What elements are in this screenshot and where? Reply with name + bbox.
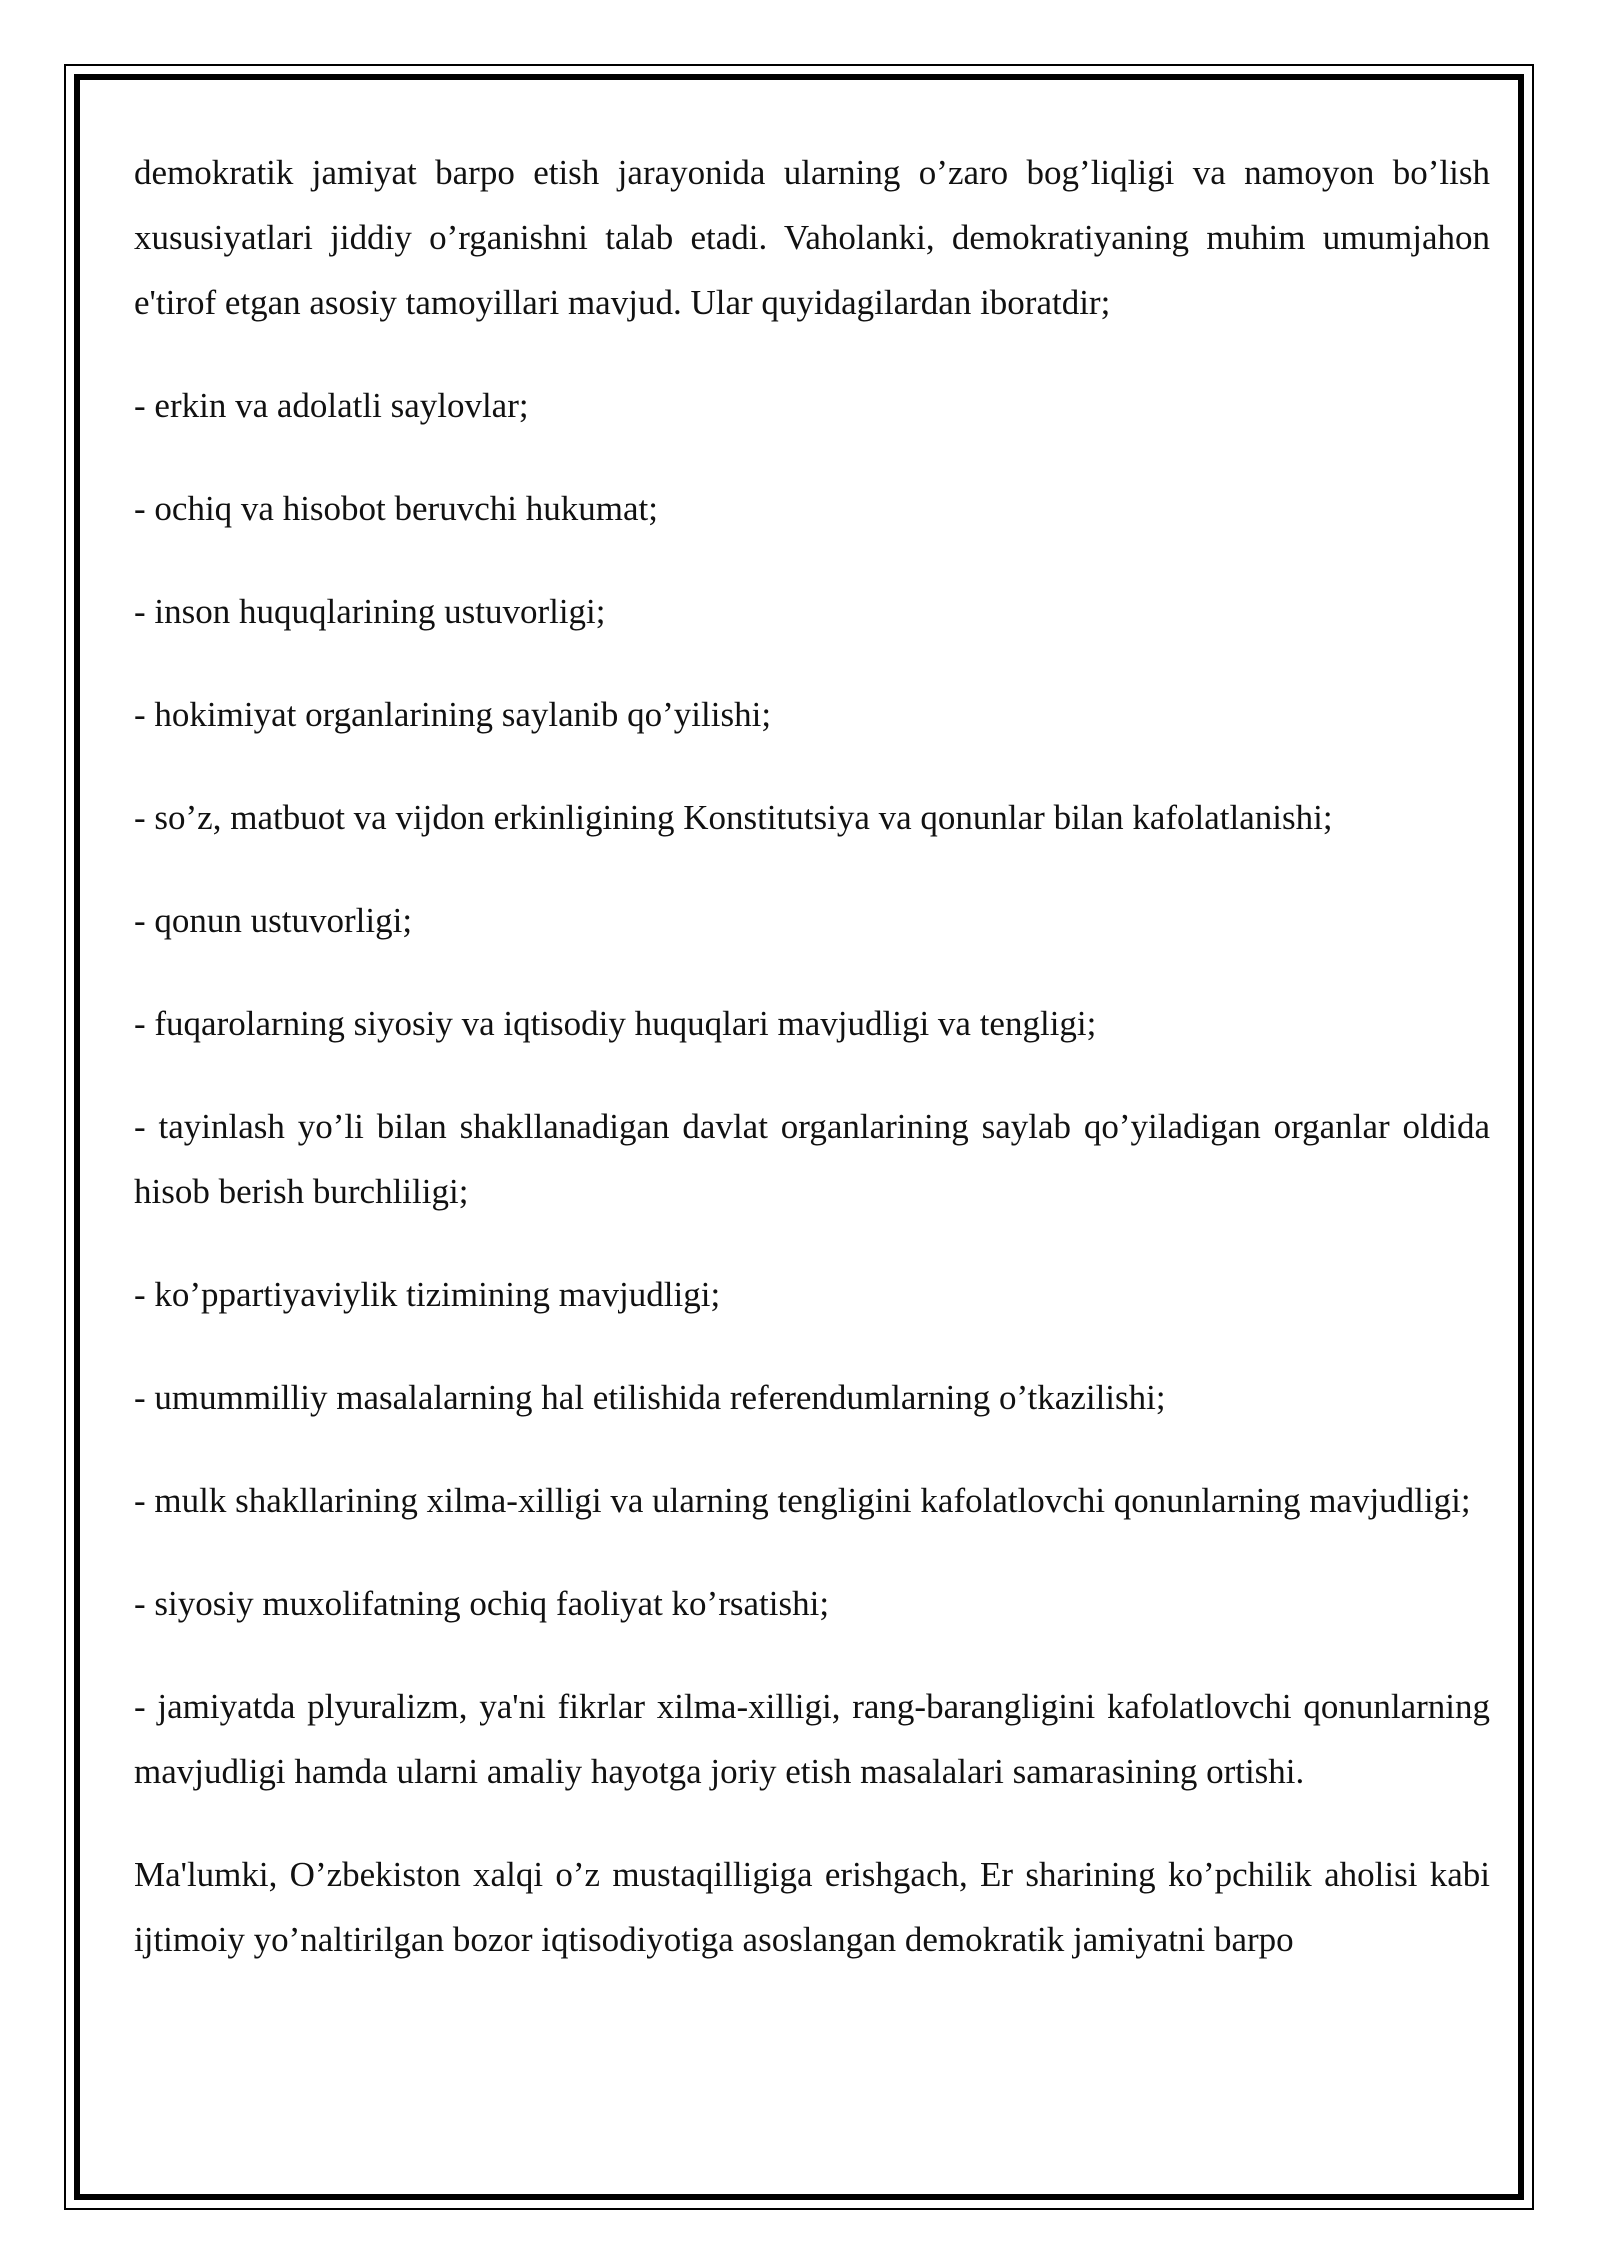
list-item-rule-of-law: - qonun ustuvorligi; [134,901,413,940]
list-item-referendums: - umummilliy masalalarning hal etilishida referendumlarning o’tkazilishi; [134,1378,1166,1417]
list-item-opposition: - siyosiy muxolifatning ochiq faoliyat ko’rsatishi; [134,1584,830,1623]
list-item-property-forms: - mulk shakllarining xilma-xilligi va ularning tengligini kafolatlovchi qonunlarning mavjudligi; [134,1481,1471,1520]
list-item-free-elections: - erkin va adolatli saylovlar; [134,386,529,425]
intro-paragraph: demokratik jamiyat barpo etish jarayonida ularning o’zaro bog’liqligi va namoyon bo’lish xususiyatlari jiddiy o’rganishni talab etadi. Vaholanki, demokratiyaning muhim umumjahon e'tirof etgan asosiy tamoyillari mavjud. Ular quyidagilardan iboratdir; [134,153,1490,322]
list-item-open-government: - ochiq va hisobot beruvchi hukumat; [134,489,658,528]
list-item-pluralism: - jamiyatda plyuralizm, ya'ni fikrlar xilma-xilligi, rang-barangligini kafolatlovchi qonunlarning mavjudligi hamda ularni amaliy hayotga joriy etish masalalari samarasining ortishi. [134,1687,1490,1791]
list-item-human-rights: - inson huquqlarining ustuvorligi; [134,592,606,631]
list-item-citizen-rights: - fuqarolarning siyosiy va iqtisodiy huquqlari mavjudligi va tengligi; [134,1004,1097,1043]
list-item-accountability: - tayinlash yo’li bilan shakllanadigan davlat organlarining saylab qo’yiladigan organlar oldida hisob berish burchliligi; [134,1107,1490,1211]
list-item-elected-authorities: - hokimiyat organlarining saylanib qo’yilishi; [134,695,772,734]
document-body [134,140,1490,1972]
list-item-multiparty-system: - ko’ppartiyaviylik tizimining mavjudligi; [134,1275,721,1314]
closing-paragraph: Ma'lumki, O’zbekiston xalqi o’z mustaqilligiga erishgach, Er sharining ko’pchilik aholisi kabi ijtimoiy yo’naltirilgan bozor iqtisodiyotiga asoslangan demokratik jamiyatni barpo [134,1855,1490,1959]
list-item-freedom-of-speech: - so’z, matbuot va vijdon erkinligining Konstitutsiya va qonunlar bilan kafolatlanishi; [134,798,1333,837]
